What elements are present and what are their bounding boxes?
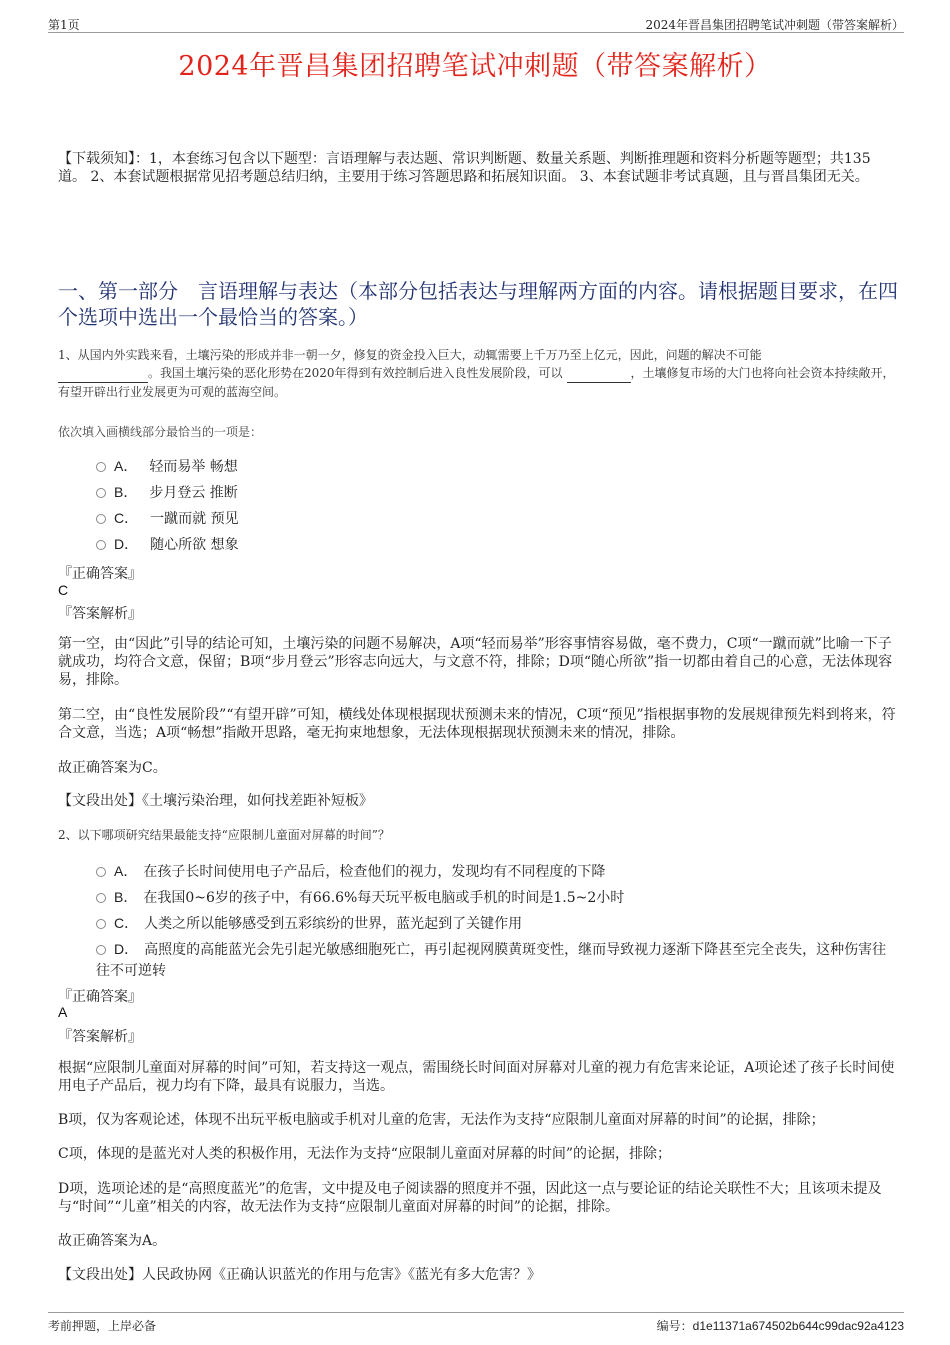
q1-analysis-conclusion: 故正确答案为C。 — [58, 760, 167, 776]
radio-icon[interactable] — [96, 867, 106, 877]
page-footer — [48, 1312, 904, 1335]
q2-analysis-label: 『答案解析』 — [58, 1029, 142, 1045]
radio-icon[interactable] — [96, 514, 106, 524]
footer-code — [657, 1317, 904, 1334]
radio-icon[interactable] — [96, 488, 106, 498]
q2-analysis-paragraph-4: D项，选项论述的是“高照度蓝光”的危害，文中提及电子阅读器的照度并不强，因此这一点与要论证的结论关联性不大；且该项未提及与“时间”“儿童”相关的内容，故无法作为支持“应限制儿童面对屏幕的时间”的论据，排除。 — [58, 1181, 882, 1215]
q1-prompt: 依次填入画横线部分最恰当的一项是： — [58, 425, 263, 439]
q1-stem-part-b: 。我国土壤污染的恶化形势在2020年得到有效控制后进入良性发展阶段，可以 — [148, 366, 563, 380]
option-key: C． — [114, 915, 139, 931]
footer-code-value: d1e11371a674502b644c99dac92a4123 — [692, 1319, 904, 1333]
radio-icon[interactable] — [96, 540, 106, 550]
section-heading: 一、第一部分 言语理解与表达（本部分包括表达与理解两方面的内容。请根据题目要求，在四个选项中选出一个最恰当的答案。） — [58, 279, 898, 329]
q1-stem-part-a: 1、从国内外实践来看，土壤污染的形成并非一朝一夕，修复的资金投入巨大，动辄需要上千万乃至上亿元，因此，问题的解决不可能 — [58, 348, 762, 362]
q2-option-c[interactable] — [96, 913, 896, 934]
option-text: 步月登云 推断 — [149, 485, 238, 501]
option-text: 在我国0~6岁的孩子中，有66.6%每天玩平板电脑或手机的时间是1.5~2小时 — [143, 890, 625, 906]
q1-option-a[interactable] — [96, 456, 896, 477]
q2-option-a[interactable] — [96, 861, 896, 882]
q1-answer: C — [58, 582, 69, 598]
q1-analysis-label: 『答案解析』 — [58, 606, 142, 622]
footer-slogan: 考前押题，上岸必备 — [48, 1319, 157, 1333]
option-key: C． — [114, 510, 139, 526]
q2-answer-label: 『正确答案』 — [58, 989, 142, 1005]
radio-icon[interactable] — [96, 462, 106, 472]
option-key: A． — [114, 458, 138, 474]
option-key: D． — [114, 536, 139, 552]
option-text: 人类之所以能够感受到五彩缤纷的世界，蓝光起到了关键作用 — [144, 916, 523, 932]
radio-icon[interactable] — [96, 945, 106, 955]
question-2-stem: 2、以下哪项研究结果最能支持“应限制儿童面对屏幕的时间”？ — [58, 828, 390, 842]
q2-analysis-paragraph-1: 根据“应限制儿童面对屏幕的时间”可知，若支持这一观点，需围绕长时间面对屏幕对儿童的视力有危害来论证，A项论述了孩子长时间使用电子产品后，视力均有下降，最具有说服力，当选。 — [58, 1060, 895, 1094]
radio-icon[interactable] — [96, 893, 106, 903]
q1-analysis-paragraph-2: 第二空，由“良性发展阶段”“有望开辟”可知，横线处体现根据现状预测未来的情况，C项“预见”指根据事物的发展规律预先料到将来，符合文意，当选；A项“畅想”指敞开思路，毫无拘束地想象，无法体现根据现状预测未来的情况，排除。 — [58, 707, 896, 741]
q1-source: 【文段出处】《土壤污染治理，如何找差距补短板》 — [58, 793, 373, 809]
q2-option-d[interactable] — [96, 939, 896, 982]
option-key: B． — [114, 484, 138, 500]
download-notice: 【下载须知】：1，本套练习包含以下题型：言语理解与表达题、常识判断题、数量关系题、判断推理题和资料分析题等题型；共135道。 2、本套试题根据常见招考题总结归纳，主要用于练习答题思路和拓展知识面。 3、本套试题非考试真题，且与晋昌集团无关。 — [58, 151, 871, 185]
footer-code-label: 编号： — [656, 1319, 693, 1333]
q1-answer-label: 『正确答案』 — [58, 566, 142, 582]
q1-analysis-paragraph-1: 第一空，由“因此”引导的结论可知，土壤污染的问题不易解决，A项“轻而易举”形容事情容易做，毫不费力，C项“一蹴而就”比喻一下子就成功，均符合文意，保留；B项“步月登云”形容志向远大，与文意不符，排除；D项“随心所欲”指一切都由着自己的心意，无法体现容易，排除。 — [58, 636, 893, 688]
q2-answer: A — [58, 1004, 68, 1020]
q2-source: 【文段出处】人民政协网《正确认识蓝光的作用与危害》《蓝光有多大危害？》 — [58, 1267, 541, 1283]
q2-analysis-paragraph-2: B项，仅为客观论述，体现不出玩平板电脑或手机对儿童的危害，无法作为支持“应限制儿童面对屏幕的时间”的论据，排除； — [58, 1112, 825, 1128]
option-text: 高照度的高能蓝光会先引起光敏感细胞死亡，再引起视网膜黄斑变性，继而导致视力逐渐下降甚至完全丧失，这种伤害往往不可逆转 — [96, 942, 887, 979]
fill-blank-1 — [58, 364, 148, 383]
q2-analysis-paragraph-3: C项，体现的是蓝光对人类的积极作用，无法作为支持“应限制儿童面对屏幕的时间”的论据，排除； — [58, 1146, 672, 1162]
option-text: 一蹴而就 预见 — [150, 511, 239, 527]
fill-blank-2 — [567, 364, 631, 383]
q2-option-b[interactable] — [96, 887, 896, 908]
q1-option-b[interactable] — [96, 482, 896, 503]
page-header — [48, 14, 904, 33]
question-1-stem — [58, 346, 896, 401]
q1-option-c[interactable] — [96, 508, 896, 529]
radio-icon[interactable] — [96, 919, 106, 929]
option-key: D． — [114, 941, 139, 957]
page-title: 2024年晋昌集团招聘笔试冲刺题（带答案解析） — [178, 51, 772, 82]
page-number: 第1页 — [48, 18, 80, 32]
option-text: 轻而易举 畅想 — [149, 459, 238, 475]
header-doc-title: 2024年晋昌集团招聘笔试冲刺题（带答案解析） — [645, 18, 904, 32]
q1-option-d[interactable] — [96, 534, 896, 555]
option-key: B． — [114, 889, 138, 905]
option-text: 随心所欲 想象 — [150, 537, 239, 553]
option-key: A． — [114, 863, 138, 879]
q1-stem-part-c: ，土壤修复市场的大门也将向社会资本持续敞开，有望开辟出行业发展更为可观的蓝海空间。 — [58, 366, 895, 399]
option-text: 在孩子长时间使用电子产品后，检查他们的视力，发现均有不同程度的下降 — [143, 864, 606, 880]
q2-analysis-conclusion: 故正确答案为A。 — [58, 1233, 167, 1249]
